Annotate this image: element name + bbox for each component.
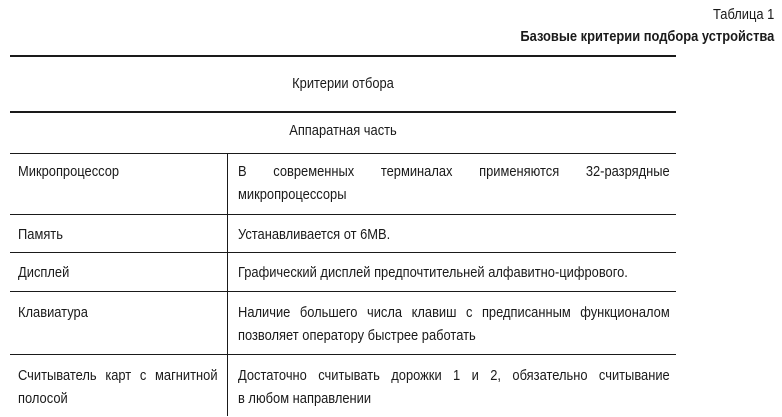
row-divider	[10, 354, 676, 355]
column-header: Критерии отбора	[292, 75, 394, 92]
row-description: Графический дисплей предпочтительней алфавитно-цифрового.	[238, 264, 628, 281]
row-name: Дисплей	[18, 264, 70, 281]
table-top-rule	[10, 55, 676, 57]
row-name: Клавиатура	[18, 304, 88, 321]
row-description: Наличие большего числа клавиш с предписанным функционалом позволяет оператору быстрее работать	[238, 304, 670, 344]
row-description: Устанавливается от 6MB.	[238, 226, 391, 243]
section-rule	[10, 153, 676, 154]
row-divider	[10, 252, 676, 253]
column-divider	[227, 154, 228, 416]
row-name: Микропроцессор	[18, 163, 120, 180]
section-title: Аппаратная часть	[289, 122, 397, 139]
table-title: Базовые критерии подбора устройства	[519, 28, 774, 45]
row-divider	[10, 214, 676, 215]
row-name: Считыватель карт с магнитной полосой	[18, 367, 218, 407]
header-bottom-rule	[10, 111, 676, 113]
row-name: Память	[18, 226, 63, 243]
row-divider	[10, 291, 676, 292]
row-description: В современных терминалах применяются 32-разрядные микропроцессоры	[238, 163, 670, 203]
row-description: Достаточно считывать дорожки 1 и 2, обязательно считывание в любом направлении	[238, 367, 670, 407]
table-number: Таблица 1	[712, 6, 774, 23]
